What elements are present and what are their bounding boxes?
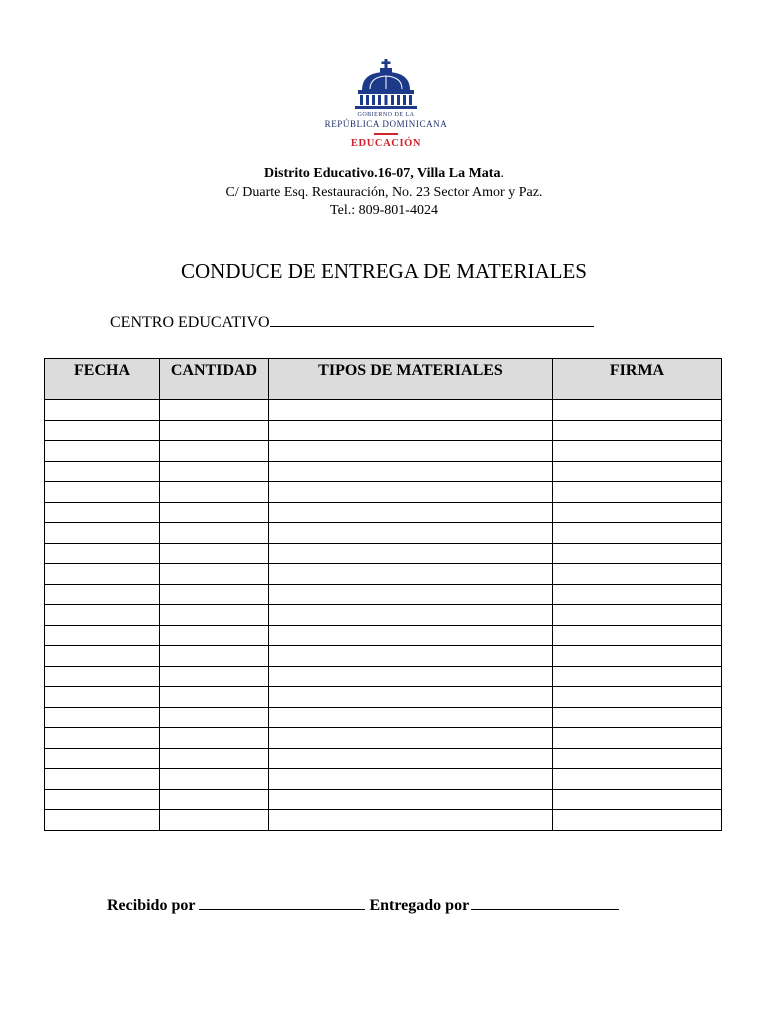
- table-cell[interactable]: [553, 543, 722, 564]
- table-row: [45, 605, 722, 626]
- phone-line: Tel.: 809-801-4024: [330, 203, 438, 218]
- table-cell[interactable]: [553, 441, 722, 462]
- materials-table: [44, 358, 722, 831]
- table-row: [45, 400, 722, 421]
- table-cell[interactable]: [45, 625, 160, 646]
- delivered-by-blank-line: [471, 895, 619, 910]
- logo-divider: [374, 133, 398, 135]
- table-cell[interactable]: [269, 543, 553, 564]
- column-header-firma: FIRMA: [553, 359, 722, 400]
- table-cell[interactable]: [45, 789, 160, 810]
- table-cell[interactable]: [553, 502, 722, 523]
- table-cell[interactable]: [269, 441, 553, 462]
- table-cell[interactable]: [45, 605, 160, 626]
- table-cell[interactable]: [45, 748, 160, 769]
- table-row: [45, 502, 722, 523]
- table-cell[interactable]: [45, 420, 160, 441]
- table-cell[interactable]: [269, 646, 553, 667]
- table-cell[interactable]: [553, 523, 722, 544]
- table-row: [45, 625, 722, 646]
- received-by-blank-line: [199, 895, 365, 910]
- address-line: C/ Duarte Esq. Restauración, No. 23 Sector Amor y Paz.: [225, 185, 543, 200]
- table-cell[interactable]: [553, 646, 722, 667]
- table-cell[interactable]: [45, 461, 160, 482]
- table-cell[interactable]: [269, 400, 553, 421]
- table-cell[interactable]: [553, 400, 722, 421]
- table-cell[interactable]: [269, 769, 553, 790]
- table-cell[interactable]: [160, 502, 269, 523]
- table-cell[interactable]: [269, 482, 553, 503]
- table-cell[interactable]: [45, 646, 160, 667]
- centro-educativo-field: [110, 312, 594, 333]
- logo-republic-text: REPÚBLICA DOMINICANA: [324, 119, 448, 129]
- table-cell[interactable]: [160, 400, 269, 421]
- table-row: [45, 769, 722, 790]
- table-body: [45, 400, 722, 831]
- table-cell[interactable]: [45, 564, 160, 585]
- table-cell[interactable]: [269, 625, 553, 646]
- table-cell[interactable]: [160, 523, 269, 544]
- table-cell[interactable]: [269, 789, 553, 810]
- table-cell[interactable]: [553, 605, 722, 626]
- table-cell[interactable]: [45, 584, 160, 605]
- table-cell[interactable]: [269, 748, 553, 769]
- table-cell[interactable]: [160, 748, 269, 769]
- table-row: [45, 420, 722, 441]
- table-cell[interactable]: [269, 666, 553, 687]
- table-cell[interactable]: [45, 523, 160, 544]
- table-row: [45, 687, 722, 708]
- district-name: Distrito Educativo.16-07, Villa La Mata: [264, 166, 501, 181]
- table-cell[interactable]: [160, 482, 269, 503]
- table-row: [45, 523, 722, 544]
- table-cell[interactable]: [160, 564, 269, 585]
- table-cell[interactable]: [269, 461, 553, 482]
- table-cell[interactable]: [553, 666, 722, 687]
- table-row: [45, 748, 722, 769]
- table-row: [45, 543, 722, 564]
- table-cell[interactable]: [45, 707, 160, 728]
- column-header-fecha: FECHA: [45, 359, 160, 400]
- ministry-logo: [318, 56, 454, 156]
- table-cell[interactable]: [269, 728, 553, 749]
- table-cell[interactable]: [160, 810, 269, 831]
- table-cell[interactable]: [160, 728, 269, 749]
- logo-education-text: EDUCACIÓN: [350, 138, 422, 149]
- table-row: [45, 646, 722, 667]
- table-row: [45, 728, 722, 749]
- table-cell[interactable]: [160, 687, 269, 708]
- table-cell[interactable]: [553, 420, 722, 441]
- table-cell[interactable]: [553, 687, 722, 708]
- table-cell[interactable]: [160, 625, 269, 646]
- table-row: [45, 810, 722, 831]
- table-cell[interactable]: [553, 584, 722, 605]
- table-cell[interactable]: [160, 543, 269, 564]
- table-cell[interactable]: [269, 605, 553, 626]
- table-cell[interactable]: [269, 420, 553, 441]
- table-cell[interactable]: [160, 707, 269, 728]
- table-cell[interactable]: [160, 420, 269, 441]
- table-cell[interactable]: [269, 502, 553, 523]
- table-row: [45, 461, 722, 482]
- table-cell[interactable]: [269, 523, 553, 544]
- table-cell[interactable]: [45, 666, 160, 687]
- table-row: [45, 482, 722, 503]
- table-cell[interactable]: [160, 461, 269, 482]
- table-cell[interactable]: [553, 564, 722, 585]
- table-row: [45, 789, 722, 810]
- table-cell[interactable]: [45, 482, 160, 503]
- signature-footer: [107, 895, 619, 916]
- table-cell[interactable]: [160, 605, 269, 626]
- centro-educativo-blank-line: [270, 312, 594, 327]
- dome-emblem-icon: [318, 56, 454, 112]
- table-cell[interactable]: [160, 441, 269, 462]
- logo-government-text: GOBIERNO DE LA: [357, 112, 415, 118]
- table-cell[interactable]: [160, 789, 269, 810]
- table-cell[interactable]: [553, 707, 722, 728]
- table-cell[interactable]: [269, 810, 553, 831]
- table-header-row: [45, 359, 722, 400]
- table-cell[interactable]: [160, 584, 269, 605]
- district-line: [0, 165, 768, 183]
- table-cell[interactable]: [269, 584, 553, 605]
- received-by-label: Recibido por: [107, 897, 196, 914]
- table-cell[interactable]: [45, 769, 160, 790]
- table-cell[interactable]: [45, 687, 160, 708]
- table-cell[interactable]: [269, 564, 553, 585]
- centro-educativo-label: CENTRO EDUCATIVO: [110, 314, 270, 331]
- table-cell[interactable]: [553, 789, 722, 810]
- table-row: [45, 584, 722, 605]
- table-cell[interactable]: [160, 666, 269, 687]
- table-cell[interactable]: [269, 707, 553, 728]
- table-cell[interactable]: [45, 502, 160, 523]
- table-row: [45, 564, 722, 585]
- table-cell[interactable]: [45, 728, 160, 749]
- table-cell[interactable]: [45, 441, 160, 462]
- table-cell[interactable]: [553, 810, 722, 831]
- table-cell[interactable]: [553, 748, 722, 769]
- column-header-tipos-de-materiales: TIPOS DE MATERIALES: [269, 359, 553, 400]
- table-cell[interactable]: [553, 728, 722, 749]
- table-cell[interactable]: [160, 769, 269, 790]
- document-title: CONDUCE DE ENTREGA DE MATERIALES: [181, 259, 587, 283]
- table-row: [45, 666, 722, 687]
- district-period: .: [500, 166, 504, 181]
- delivered-by-label: Entregado por: [369, 897, 470, 914]
- table-cell[interactable]: [45, 810, 160, 831]
- table-cell[interactable]: [269, 687, 553, 708]
- table-cell[interactable]: [45, 543, 160, 564]
- table-cell[interactable]: [553, 482, 722, 503]
- table-row: [45, 707, 722, 728]
- table-cell[interactable]: [553, 625, 722, 646]
- column-header-cantidad: CANTIDAD: [160, 359, 269, 400]
- table-cell[interactable]: [160, 646, 269, 667]
- table-row: [45, 441, 722, 462]
- table-cell[interactable]: [553, 769, 722, 790]
- table-cell[interactable]: [45, 400, 160, 421]
- table-cell[interactable]: [553, 461, 722, 482]
